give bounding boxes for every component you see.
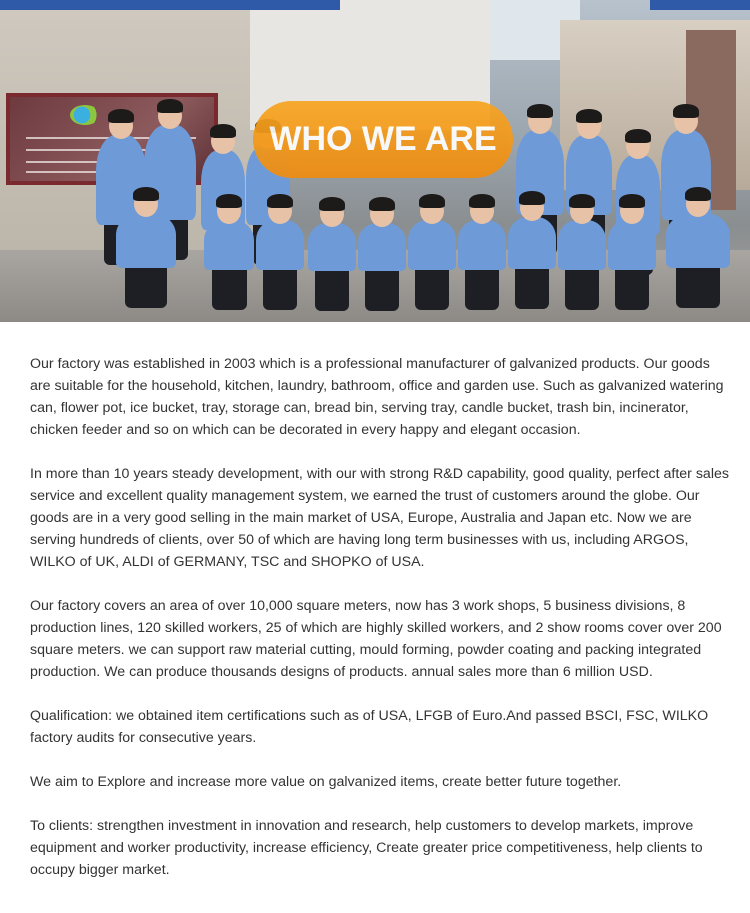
roof-trim-right bbox=[650, 0, 750, 10]
banner-title: WHO WE ARE bbox=[269, 120, 497, 158]
paragraph-qualification: Qualification: we obtained item certifications such as of USA, LFGB of Euro.And passed BSCI, FSC, WILKO factory audits for consecutive years. bbox=[30, 708, 709, 746]
staff-member bbox=[608, 220, 656, 270]
staff-member bbox=[256, 220, 304, 270]
staff-member bbox=[358, 223, 406, 271]
paragraph-to-clients: To clients: strengthen investment in innovation and research, help customers to develop markets, improve equipment and worker productivity, increase efficiency, Create greater price competitiveness, help clients to occupy bigger market. bbox=[30, 818, 703, 878]
staff-member bbox=[408, 220, 456, 270]
paragraph-aim: We aim to Explore and increase more value on galvanized items, create better future together. bbox=[30, 774, 622, 790]
hero-photo bbox=[0, 0, 750, 322]
paragraph-history: Our factory was established in 2003 which is a professional manufacturer of galvanized products. Our goods are suitable for the household, kitchen, laundry, bathroom, office and garden use. Such as galvanized watering can, flower pot, ice bucket, tray, storage can, bread bin, serving tray, candle bucket, trash bin, incinerator, chicken feeder and so on which can be decorated in every happy and elegant occasion. bbox=[30, 356, 724, 438]
staff-member bbox=[508, 217, 556, 269]
about-content bbox=[30, 353, 730, 903]
paragraph-factory-scale: Our factory covers an area of over 10,000 square meters, now has 3 work shops, 5 business divisions, 8 production lines, 120 skilled workers, 25 of which are highly skilled workers, and 2 show rooms cover over 200 square meters. we can support raw material cutting, mould forming, powder coating and packing integrated production. We can produce thousands designs of products. annual sales more than 6 million USD. bbox=[30, 598, 722, 680]
paragraph-development: In more than 10 years steady development, with our with strong R&D capability, good quality, perfect after sales service and excellent quality management system, we earned the trust of customers around the globe. Our goods are in a very good selling in the main market of USA, Europe, Australia and Japan etc. Now we are serving hundreds of clients, over 50 of which are having long term businesses with us, including ARGOS, WILKO of UK, ALDI of GERMANY, TSC and SHOPKO of USA. bbox=[30, 466, 729, 570]
staff-member bbox=[308, 223, 356, 271]
staff-member bbox=[458, 220, 506, 270]
roof-trim bbox=[0, 0, 340, 10]
staff-member bbox=[116, 213, 176, 268]
staff-member bbox=[558, 220, 606, 270]
staff-member bbox=[666, 213, 730, 268]
who-we-are-banner bbox=[253, 101, 513, 178]
staff-member bbox=[204, 220, 254, 270]
